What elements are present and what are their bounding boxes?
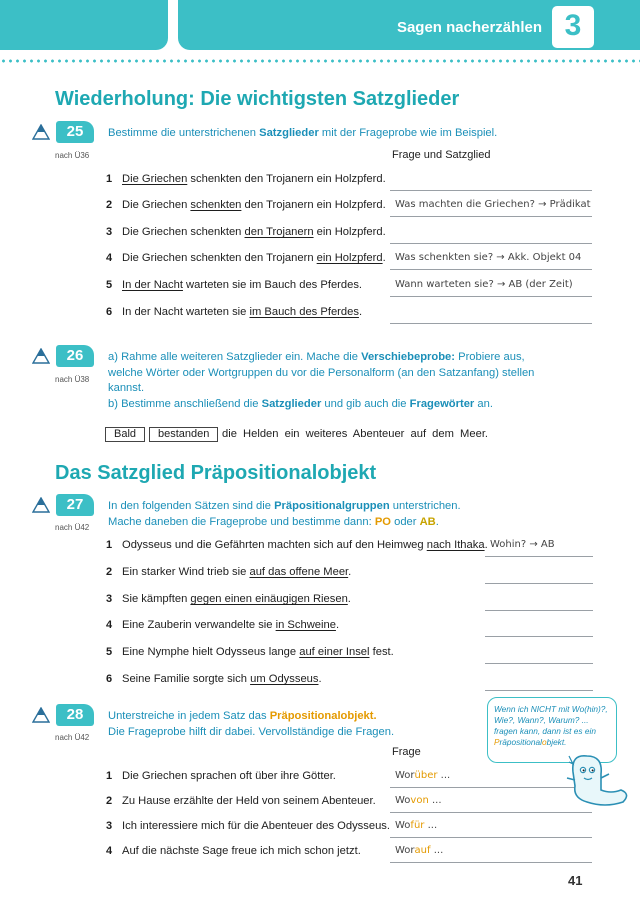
- exercise-number-27: 27: [56, 494, 94, 516]
- item-number: 1: [106, 173, 113, 185]
- exercise-number-25: 25: [56, 121, 94, 143]
- answer-line[interactable]: [485, 646, 593, 664]
- item-number: 6: [106, 306, 113, 318]
- sentence-part: warteten sie im Bauch des Pferdes.: [182, 279, 363, 291]
- question-word-preposition: auf: [414, 845, 431, 856]
- chapter-number: 3: [552, 6, 594, 48]
- item-number: 2: [106, 566, 113, 578]
- exercise-25-item: [0, 226, 640, 244]
- sentence-part: Die Griechen schenkten den Trojanern: [122, 252, 317, 264]
- difficulty-pyramid-icon: [32, 124, 50, 140]
- item-number: 1: [106, 539, 113, 551]
- answer-line[interactable]: [390, 173, 592, 191]
- item-sentence: [122, 566, 351, 578]
- sentence-part: Odysseus und die Gefährten machten sich auf den Heimweg: [122, 539, 427, 551]
- item-number: 4: [106, 845, 113, 857]
- sentence-remainder: die Helden ein weiteres Abenteuer auf dem Meer.: [222, 428, 489, 440]
- sentence-part: Sie kämpften: [122, 593, 191, 605]
- question-ellipsis: ...: [424, 820, 438, 831]
- exercise-reference-26: nach Ü38: [55, 375, 90, 384]
- item-sentence: [122, 646, 394, 658]
- exercise-28-item: [0, 770, 640, 788]
- sentence-part: .: [347, 593, 351, 605]
- sentence-part: In der Nacht warteten sie: [122, 306, 250, 318]
- answer-line[interactable]: [390, 226, 592, 244]
- sentence-part: den Trojanern ein Holzpferd.: [241, 199, 386, 211]
- item-number: 3: [106, 226, 113, 238]
- exercise-28-item: [0, 845, 640, 863]
- item-sentence: [122, 279, 362, 291]
- exercise-reference-28: nach Ü42: [55, 733, 90, 742]
- question-ellipsis: ...: [430, 845, 444, 856]
- sentence-part: Die Griechen: [122, 199, 191, 211]
- sentence-part: Eine Nymphe hielt Odysseus lange: [122, 646, 300, 658]
- exercise-instruction-25: Bestimme die unterstrichenen Satzglieder mit der Frageprobe wie im Beispiel.: [108, 127, 498, 139]
- framed-word-bestanden[interactable]: bestanden: [149, 427, 218, 442]
- section-title-praepositionalobjekt: Das Satzglied Präpositionalobjekt: [55, 462, 377, 484]
- page-number: 41: [568, 873, 583, 888]
- answer-line[interactable]: [485, 593, 593, 611]
- sentence-part: ein Holzpferd.: [313, 226, 386, 238]
- item-number: 4: [106, 252, 113, 264]
- tip-bubble: Wenn ich NICHT mit Wo(hin)?, Wie?, Wann?, Warum? ... fragen kann, dann ist es ein Präpositionalobjekt.: [487, 697, 617, 763]
- item-number: 2: [106, 199, 113, 211]
- item-sentence: Auf die nächste Sage freue ich mich schon jetzt.: [122, 845, 361, 857]
- answer-line[interactable]: [390, 306, 592, 324]
- question-ellipsis: ...: [428, 795, 442, 806]
- underlined-praepositionalgruppe: gegen einen einäugigen Riesen: [190, 593, 348, 605]
- question-word-preposition: über: [414, 770, 438, 781]
- exercise-27-item: [0, 673, 640, 691]
- sentence-part: .: [318, 673, 322, 685]
- answer-line[interactable]: Was machten die Griechen? → Prädikat: [390, 199, 592, 217]
- answer-line[interactable]: [390, 795, 592, 813]
- chapter-title: Sagen nacherzählen: [396, 19, 542, 36]
- exercise-instruction-28: Unterstreiche in jedem Satz das Präpositionalobjekt. Die Frageprobe hilft dir dabei. Vervollständige die Fragen.: [108, 710, 395, 738]
- exercise-27-item: [0, 539, 640, 557]
- item-number: 3: [106, 820, 113, 832]
- sentence-part: Ein starker Wind trieb sie: [122, 566, 250, 578]
- sentence-part: .: [335, 619, 340, 631]
- underlined-satzglied: In der Nacht: [122, 279, 183, 291]
- item-sentence: Die Griechen sprachen oft über ihre Götter.: [122, 770, 336, 782]
- exercise-27-item: [0, 566, 640, 584]
- underlined-praepositionalgruppe: in Schweine: [275, 619, 336, 631]
- item-sentence: Ich interessiere mich für die Abenteuer des Odysseus.: [122, 820, 391, 832]
- sentence-part: .: [382, 252, 386, 264]
- item-sentence: [122, 619, 339, 631]
- item-number: 3: [106, 593, 113, 605]
- question-ellipsis: ...: [437, 770, 451, 781]
- underlined-praepositionalgruppe: nach Ithaka: [426, 539, 485, 551]
- underlined-praepositionalgruppe: auf einer Insel: [299, 646, 370, 658]
- answer-line[interactable]: [485, 619, 593, 637]
- exercise-25-item: [0, 306, 640, 324]
- item-number: 5: [106, 646, 113, 658]
- header-left-tab: [0, 0, 168, 50]
- difficulty-pyramid-icon: [32, 497, 50, 513]
- section-title-satzglieder: Wiederholung: Die wichtigsten Satzglieder: [55, 88, 460, 110]
- item-sentence: [122, 199, 386, 211]
- column-header-frage: Frage: [392, 746, 421, 758]
- item-number: 2: [106, 795, 113, 807]
- item-sentence: [122, 673, 322, 685]
- question-word-start: Wo: [395, 795, 411, 806]
- underlined-satzglied: den Trojanern: [244, 226, 314, 238]
- exercise-number-26: 26: [56, 345, 94, 367]
- underlined-satzglied: schenkten: [190, 199, 242, 211]
- exercise-27-item: [0, 646, 640, 664]
- underlined-praepositionalgruppe: um Odysseus: [250, 673, 319, 685]
- sentence-part: Seine Familie sorgte sich: [122, 673, 251, 685]
- exercise-25-item: [0, 279, 640, 297]
- item-number: 6: [106, 673, 113, 685]
- exercise-25-item: [0, 199, 640, 217]
- exercise-reference-27: nach Ü42: [55, 523, 90, 532]
- answer-line[interactable]: Was schenkten sie? → Akk. Objekt 04: [390, 252, 592, 270]
- question-word-start: Wor: [395, 845, 415, 856]
- exercise-27-item: [0, 593, 640, 611]
- column-header-frage-satzglied: Frage und Satzglied: [392, 149, 491, 161]
- question-word-start: Wor: [395, 770, 415, 781]
- question-word-preposition: für: [410, 820, 425, 831]
- sentence-part: .: [484, 539, 488, 551]
- mascot-icon: [565, 750, 635, 810]
- exercise-25-item: [0, 252, 640, 270]
- sentence-part: schenkten den Trojanern ein Holzpferd.: [187, 173, 386, 185]
- item-number: 5: [106, 279, 113, 291]
- exercise-27-item: [0, 619, 640, 637]
- question-word-preposition: von: [410, 795, 429, 806]
- answer-line[interactable]: Wann warteten sie? → AB (der Zeit): [390, 279, 592, 297]
- item-number: 1: [106, 770, 113, 782]
- item-sentence: Zu Hause erzählte der Held von seinem Abenteuer.: [122, 795, 376, 807]
- sentence-part: Eine Zauberin verwandelte sie: [122, 619, 276, 631]
- sentence-part: .: [348, 566, 352, 578]
- item-sentence: [122, 306, 362, 318]
- exercise-number-28: 28: [56, 704, 94, 726]
- framed-word-bald[interactable]: Bald: [105, 427, 145, 442]
- underlined-satzglied: ein Holzpferd: [316, 252, 383, 264]
- answer-line[interactable]: [390, 845, 592, 863]
- header-bar: [178, 0, 640, 50]
- item-sentence: [122, 173, 386, 185]
- item-sentence: [122, 252, 386, 264]
- dotted-divider: [0, 59, 640, 63]
- underlined-satzglied: im Bauch des Pferdes: [249, 306, 359, 318]
- question-word-start: Wo: [395, 820, 411, 831]
- sentence-part: fest.: [369, 646, 394, 658]
- answer-line[interactable]: [390, 770, 592, 788]
- exercise-instruction-26a: a) Rahme alle weiteren Satzglieder ein. Mache die Verschiebeprobe: Probiere aus, welche Wörter oder Wortgruppen du vor die Personalform (an den Satzanfang) stellen kannst.: [108, 351, 535, 394]
- exercise-28-item: [0, 795, 640, 813]
- sentence-part: .: [358, 306, 363, 318]
- exercise-reference-25: nach Ü36: [55, 151, 90, 160]
- difficulty-pyramid-icon: [32, 707, 50, 723]
- item-sentence: [122, 226, 386, 238]
- item-sentence: [122, 593, 351, 605]
- underlined-satzglied: Die Griechen: [122, 173, 188, 185]
- underlined-praepositionalgruppe: auf das offene Meer: [249, 566, 349, 578]
- answer-line[interactable]: [485, 566, 593, 584]
- exercise-25-item: [0, 173, 640, 191]
- item-number: 4: [106, 619, 113, 631]
- exercise-instruction-27: In den folgenden Sätzen sind die Präpositionalgruppen unterstrichen. Mache daneben die Frageprobe und bestimme dann: PO oder AB.: [108, 500, 461, 528]
- answer-line[interactable]: Wohin? → AB: [485, 539, 593, 557]
- item-sentence: [122, 539, 488, 551]
- sentence-part: Die Griechen schenkten: [122, 226, 245, 238]
- answer-line[interactable]: [390, 820, 592, 838]
- difficulty-pyramid-icon: [32, 348, 50, 364]
- exercise-instruction-26b: b) Bestimme anschließend die Satzglieder und gib auch die Fragewörter an.: [108, 398, 493, 410]
- exercise-28-item: [0, 820, 640, 838]
- answer-line[interactable]: [485, 673, 593, 691]
